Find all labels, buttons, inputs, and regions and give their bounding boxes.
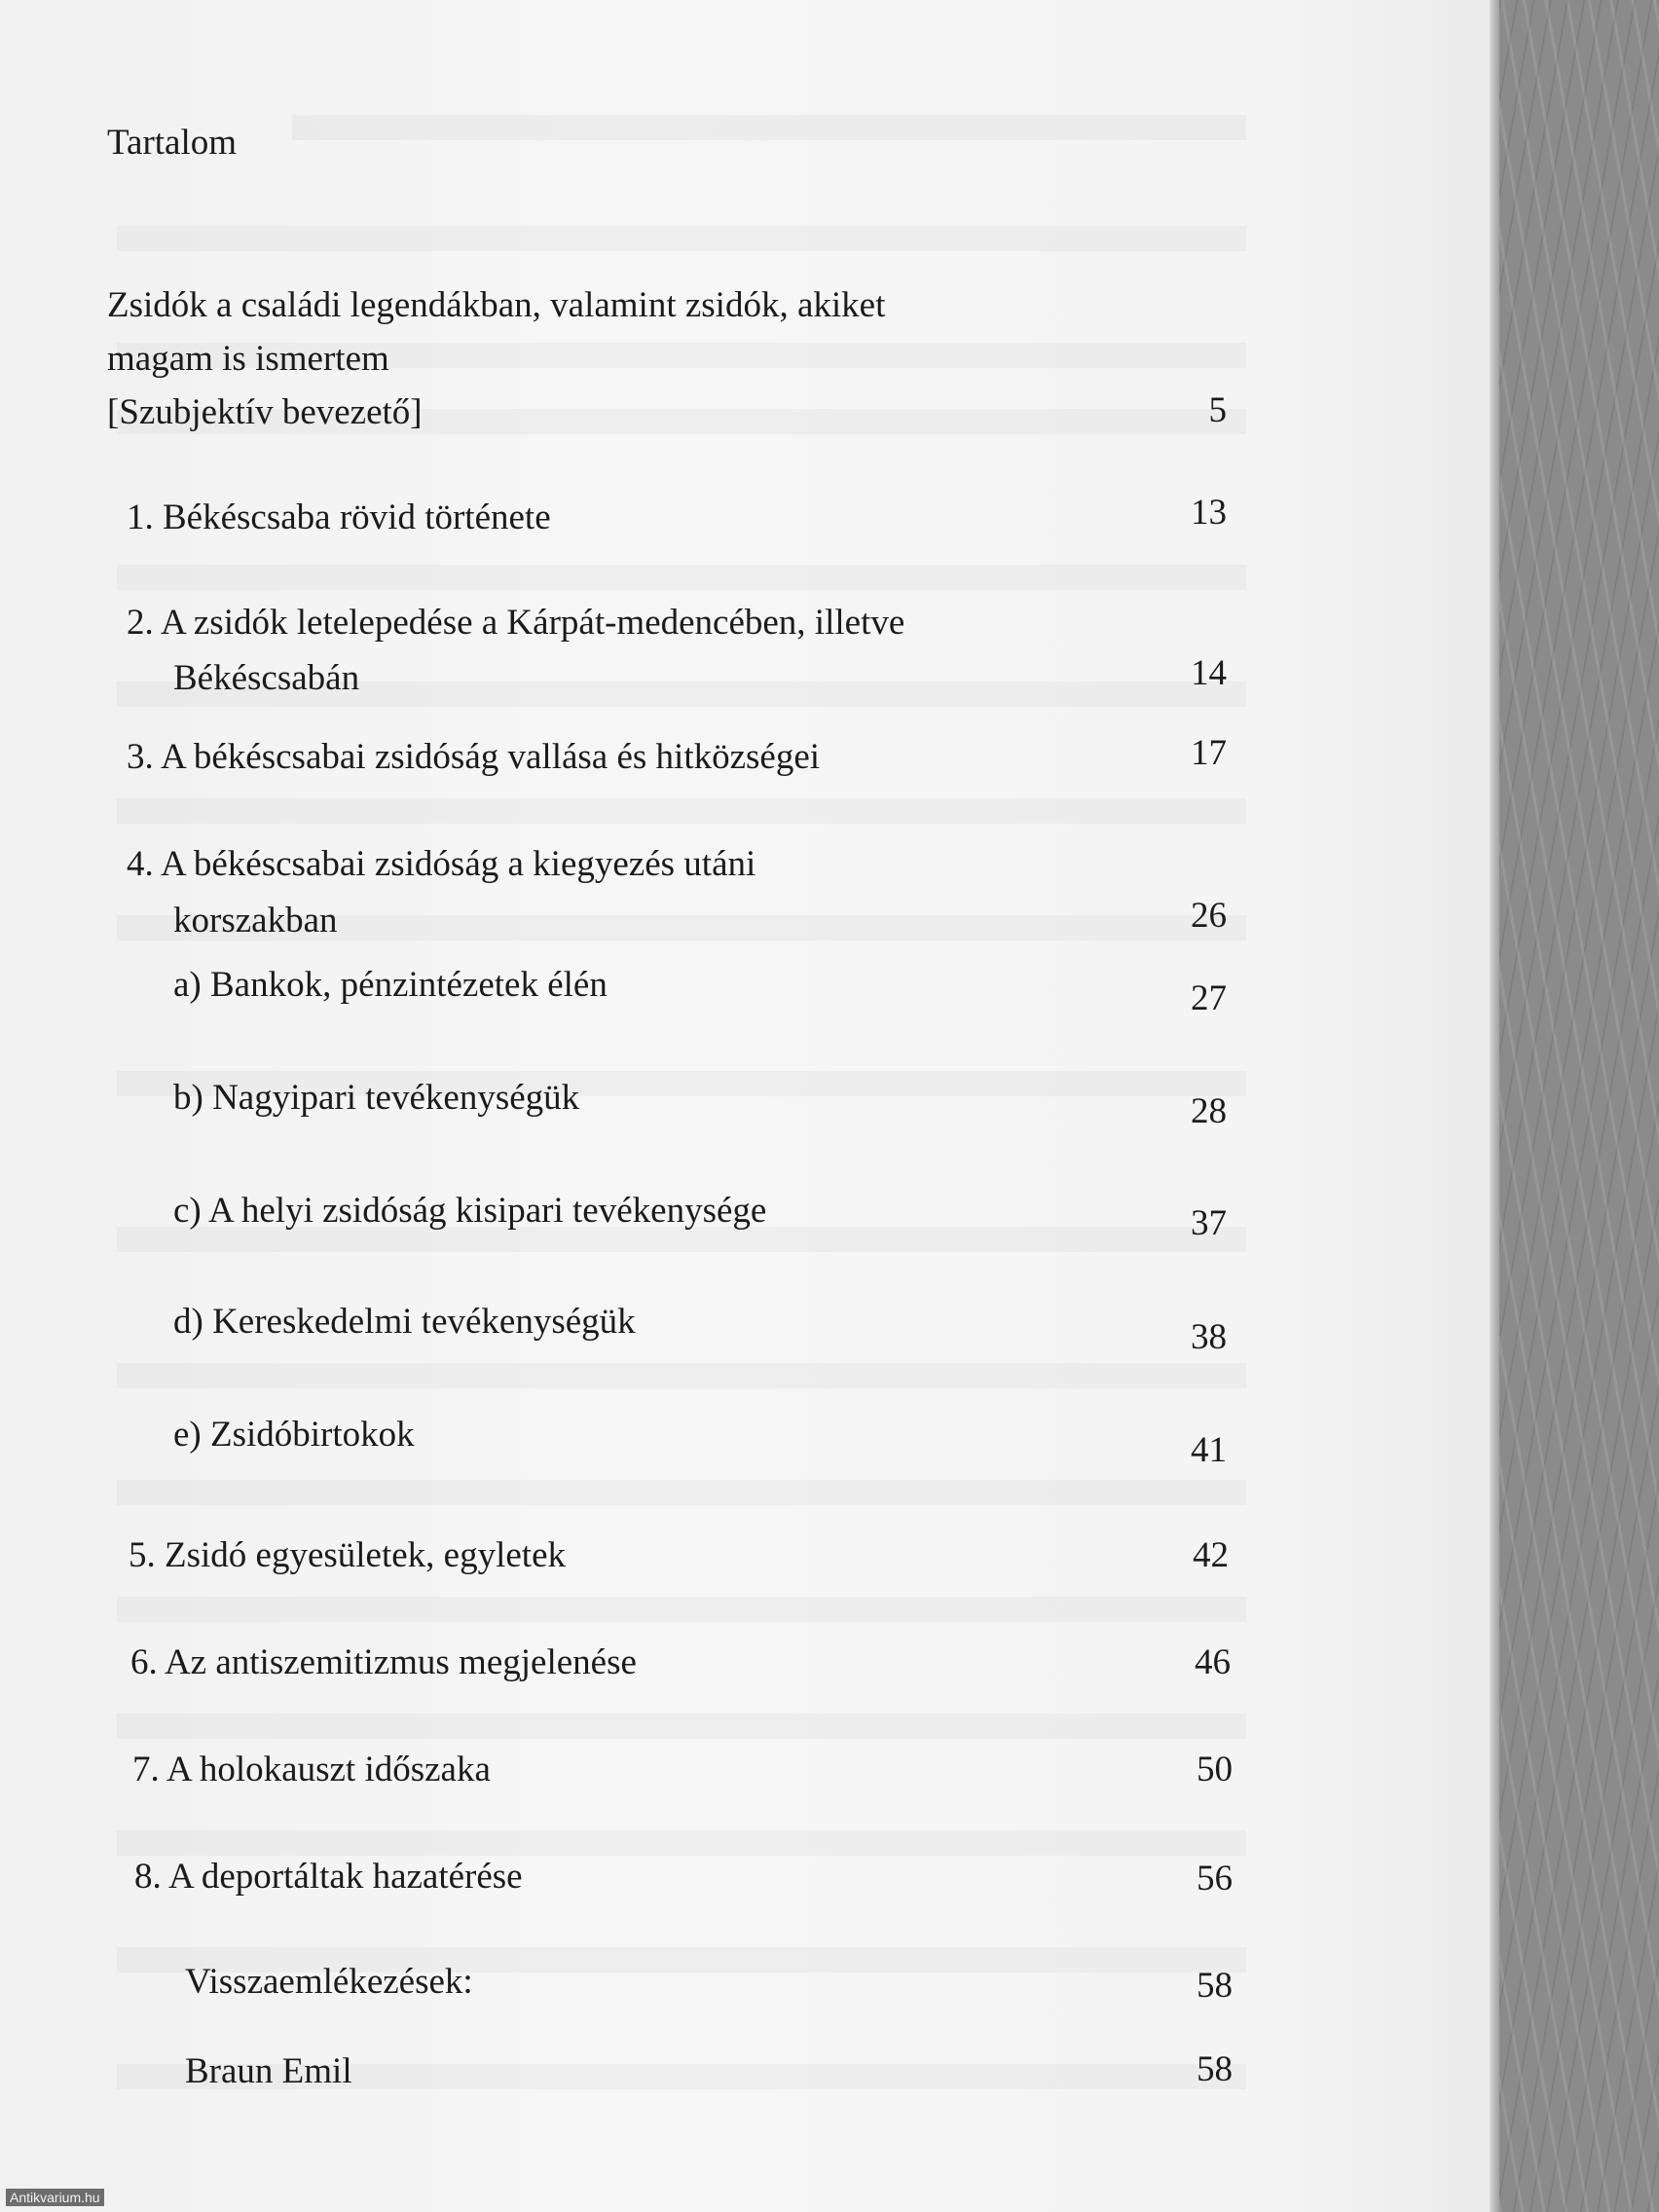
toc-entry-4c: c) A helyi zsidóság kisipari tevékenysége [173, 1191, 767, 1231]
toc-entry-1: 1. Békéscsaba rövid története [127, 498, 551, 537]
toc-intro-line-3: [Szubjektív bevezető] [107, 392, 423, 432]
toc-entry-2-page: 14 [1191, 653, 1227, 693]
toc-intro-line-1: Zsidók a családi legendákban, valamint zsidók, akiket [107, 285, 886, 325]
toc-intro-line-2: magam is ismertem [107, 339, 389, 379]
toc-entry-memoirs-page: 58 [1197, 1966, 1233, 2006]
wood-backdrop [1499, 0, 1659, 2212]
toc-entry-4b: b) Nagyipari tevékenységük [173, 1078, 580, 1118]
toc-entry-5: 5. Zsidó egyesületek, egyletek [129, 1535, 567, 1575]
toc-entry-5-page: 42 [1193, 1535, 1229, 1575]
toc-intro-page: 5 [1208, 390, 1227, 430]
toc-title: Tartalom [107, 123, 238, 163]
toc-entry-6: 6. Az antiszemitizmus megjelenése [130, 1642, 637, 1682]
toc-entry-4e: e) Zsidóbirtokok [173, 1415, 415, 1455]
toc-entry-4a: a) Bankok, pénzintézetek élén [173, 965, 608, 1005]
toc-entry-2-line-2: Békéscsabán [173, 658, 360, 698]
toc-entry-1-page: 13 [1191, 493, 1227, 533]
page-edge [1490, 0, 1499, 2212]
toc-entry-4-page: 26 [1191, 896, 1227, 936]
toc-entry-3-page: 17 [1191, 733, 1227, 773]
toc-entry-4a-page: 27 [1191, 978, 1227, 1018]
toc-entry-6-page: 46 [1195, 1642, 1231, 1682]
toc-entry-8-page: 56 [1197, 1859, 1233, 1899]
toc-entry-4e-page: 41 [1191, 1430, 1227, 1470]
toc-entry-4c-page: 37 [1191, 1203, 1227, 1243]
toc-entry-3: 3. A békéscsabai zsidóság vallása és hitközségei [127, 737, 821, 777]
toc-entry-8: 8. A deportáltak hazatérése [134, 1857, 523, 1897]
toc-entry-4b-page: 28 [1191, 1091, 1227, 1131]
toc-entry-7: 7. A holokauszt időszaka [132, 1750, 491, 1789]
toc-entry-4d-page: 38 [1191, 1317, 1227, 1357]
toc-entry-memoirs: Visszaemlékezések: [185, 1962, 473, 2002]
toc-entry-4-line-2: korszakban [173, 901, 338, 940]
watermark: Antikvarium.hu [6, 2189, 104, 2206]
toc-entry-2: 2. A zsidók letelepedése a Kárpát-medencében, illetve [127, 603, 905, 643]
toc-entry-7-page: 50 [1197, 1750, 1233, 1789]
toc-entry-braun-emil-page: 58 [1197, 2049, 1233, 2089]
toc-entry-4: 4. A békéscsabai zsidóság a kiegyezés utáni [127, 844, 756, 884]
toc-entry-braun-emil: Braun Emil [185, 2051, 352, 2091]
toc-entry-4d: d) Kereskedelmi tevékenységük [173, 1302, 636, 1342]
